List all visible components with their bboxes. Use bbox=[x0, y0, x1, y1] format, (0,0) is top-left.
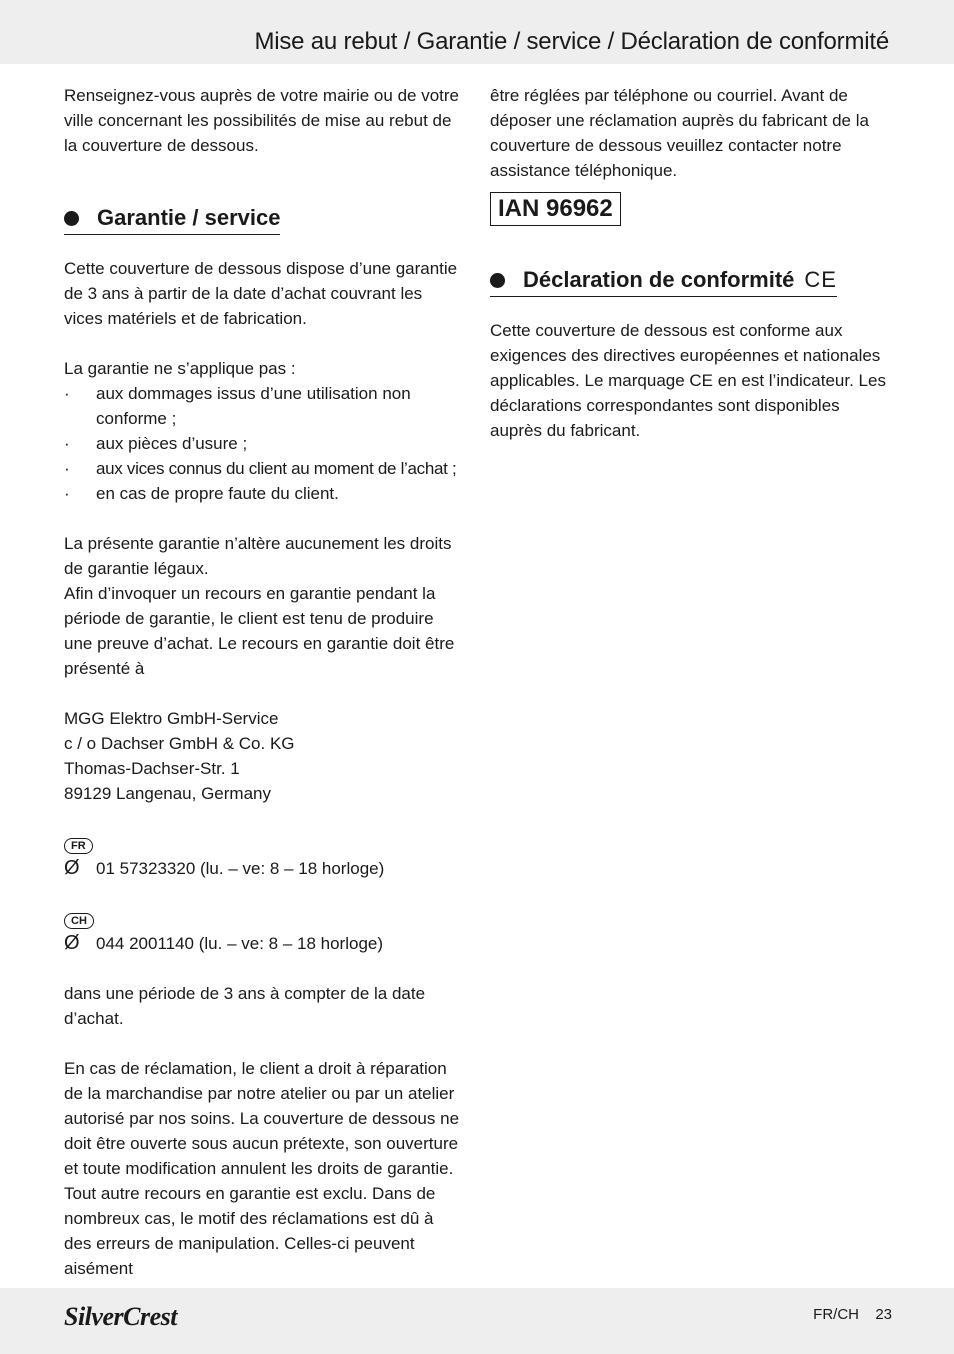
claim-period-text: dans une période de 3 ans à compter de la date d’achat. bbox=[64, 984, 426, 1028]
address-line: 89129 Langenau, Germany bbox=[64, 784, 271, 803]
list-item: · en cas de propre faute du client. bbox=[64, 481, 464, 506]
page-header bbox=[0, 0, 954, 64]
address-line: Thomas-Dachser-Str. 1 bbox=[64, 759, 240, 778]
ian-number: IAN 96962 bbox=[490, 192, 621, 226]
page-footer bbox=[0, 1288, 954, 1354]
ch-phone-number: 044 2001140 (lu. – ve: 8 – 18 horloge) bbox=[96, 934, 384, 953]
declaration-heading-label: Déclaration de conformité bbox=[523, 267, 795, 292]
page-title: Mise au rebut / Garantie / service / Déclaration de conformité bbox=[254, 28, 889, 55]
ce-mark-icon: CE bbox=[804, 267, 837, 292]
address-line: c / o Dachser GmbH & Co. KG bbox=[64, 734, 295, 753]
fr-country-badge: FR bbox=[64, 838, 93, 854]
silvercrest-logo: SilverCrest bbox=[64, 1302, 177, 1331]
garantie-heading-label: Garantie / service bbox=[97, 205, 281, 230]
disposal-text: Renseignez-vous auprès de votre mairie ou de votre ville concernant les possibilités de mise au rebut de la couverture de dessous. bbox=[64, 86, 459, 155]
fr-phone-row bbox=[64, 856, 464, 881]
list-item: · aux vices connus du client au moment de l’achat ; bbox=[64, 456, 464, 481]
legal-rights-text: La présente garantie n’altère aucunement les droits de garantie légaux. bbox=[64, 534, 452, 578]
bullet-icon bbox=[490, 273, 505, 288]
ch-phone-row bbox=[64, 931, 464, 956]
declaration-heading bbox=[490, 266, 837, 297]
claim-procedure-text: Afin d’invoquer un recours en garantie pendant la période de garantie, le client est tenu de produire une preuve d’achat. Le recours en garantie doit être présenté à bbox=[64, 584, 455, 678]
page-number: 23 bbox=[875, 1306, 892, 1323]
warranty-text: Cette couverture de dessous dispose d’une garantie de 3 ans à partir de la date d’achat couvrant les vices matériels et de fabrication. bbox=[64, 259, 458, 328]
warranty-exclusions-intro: La garantie ne s’applique pas : bbox=[64, 359, 296, 378]
fr-phone-number: 01 57323320 (lu. – ve: 8 – 18 horloge) bbox=[96, 859, 385, 878]
conformity-text: Cette couverture de dessous est conforme aux exigences des directives européennes et nationales applicables. Le marquage CE en est l’indicateur. Les déclarations correspondantes sont disponibles auprès du fabricant. bbox=[490, 321, 886, 440]
garantie-heading bbox=[64, 204, 280, 235]
ch-country-badge: CH bbox=[64, 913, 94, 929]
phone-icon: Ø bbox=[64, 857, 80, 879]
left-column bbox=[64, 83, 464, 1281]
repair-text: En cas de réclamation, le client a droit à réparation de la marchandise par notre atelier ou par un atelier autorisé par nos soins. La couverture de dessous ne doit être ouverte sous aucun prétexte, son ouverture et toute modification annulent les droits de garantie. Tout autre recours en garantie est exclu. Dans de nombreux cas, le motif des réclamations est dû à des erreurs de manipulation. Celles-ci peuvent aisément bbox=[64, 1059, 460, 1278]
right-column bbox=[490, 83, 890, 443]
service-address bbox=[64, 706, 464, 806]
language-code: FR/CH bbox=[813, 1306, 859, 1323]
bullet-icon bbox=[64, 211, 79, 226]
support-text: être réglées par téléphone ou courriel. Avant de déposer une réclamation auprès du fabricant de la couverture de dessous veuillez contacter notre assistance téléphonique. bbox=[490, 86, 869, 180]
phone-icon: Ø bbox=[64, 932, 80, 954]
list-item: · aux pièces d’usure ; bbox=[64, 431, 464, 456]
exclusions-list bbox=[64, 381, 464, 506]
address-line: MGG Elektro GmbH-Service bbox=[64, 709, 279, 728]
list-item: · aux dommages issus d’une utilisation non conforme ; bbox=[64, 381, 464, 431]
